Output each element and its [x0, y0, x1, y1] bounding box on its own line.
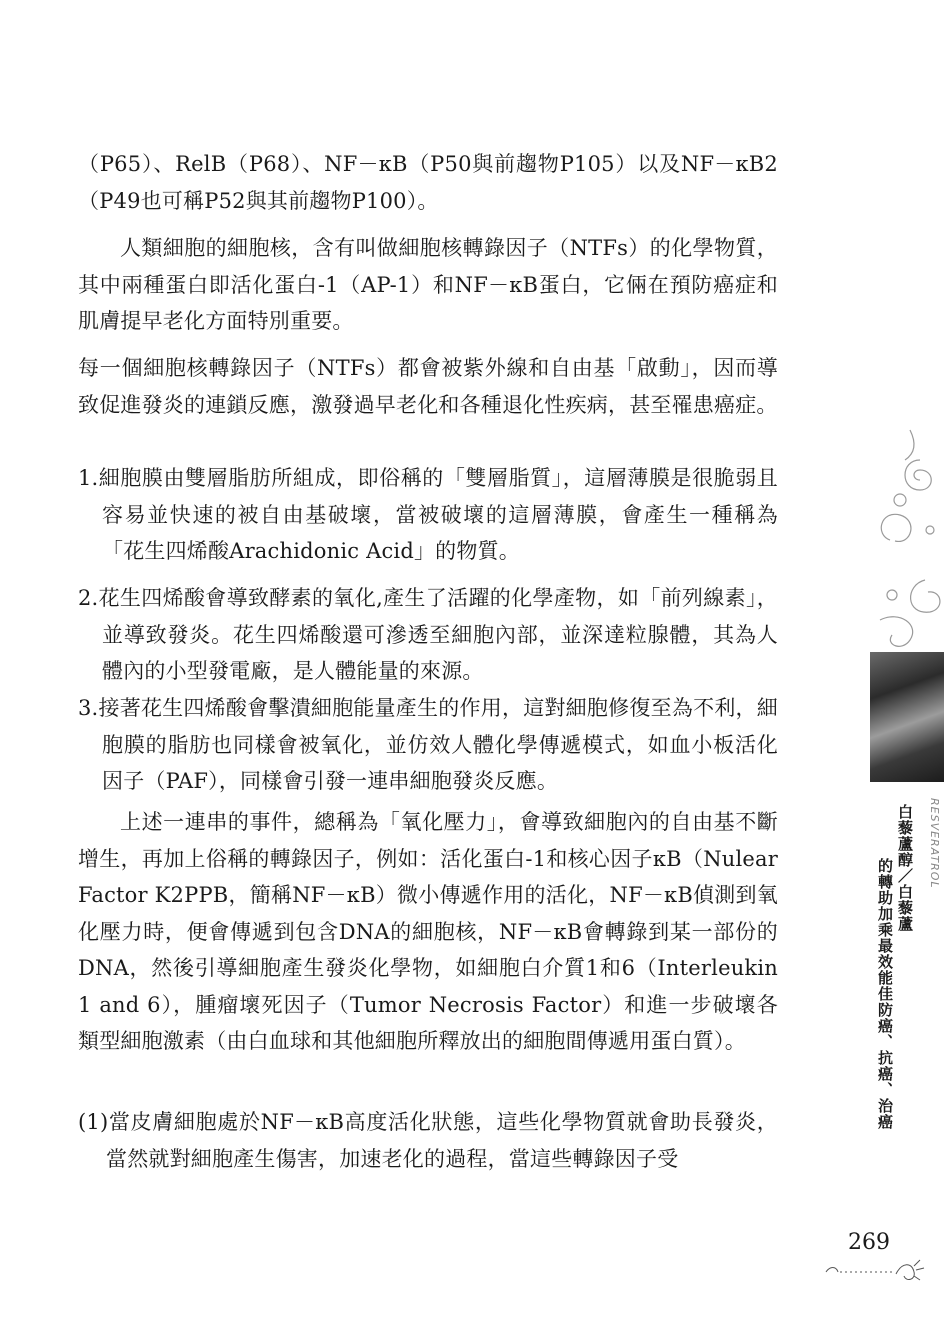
list-block-3 [78, 690, 778, 800]
body-text [78, 146, 778, 219]
paragraph-continuation: （P65）、RelB（P68）、NF－κB（P50與前趨物P105）以及NF－κB2（P49也可稱P52與其前趨物P100）。 [78, 152, 778, 213]
chapter-sidebar [862, 420, 944, 1210]
list-block-1 [78, 460, 778, 570]
list-item-3: 3.接著花生四烯酸會擊潰細胞能量產生的作用，這對細胞修復至為不利，細胞膜的脂肪也同樣會被氧化，並仿效人體化學傳遞模式，如血小板活化因子（PAF），同樣會引發一連串細胞發炎反應。 [78, 696, 778, 793]
sidebar-title-line-2: 的轉助加乘最效能佳防癌、抗癌、治癌 [876, 858, 894, 1130]
list-item-1: 1.細胞膜由雙層脂肪所組成，即俗稱的「雙層脂質」，這層薄膜是很脆弱且容易並快速的被自由基破壞，當被破壞的這層薄膜，會產生一種稱為「花生四烯酸Arachidonic Acid」的物質。 [78, 466, 778, 563]
body-text-2 [78, 230, 778, 340]
list-item-2: 2.花生四烯酸會導致酵素的氧化,產生了活躍的化學產物，如「前列線素」，並導致發炎。花生四烯酸還可滲透至細胞內部，並深達粒腺體，其為人體內的小型發電廠，是人體能量的來源。 [78, 586, 778, 683]
flourish-ornament-icon [822, 1254, 932, 1284]
list-block-2 [78, 580, 778, 690]
body-text-3 [78, 350, 778, 423]
body-text-4 [78, 804, 778, 1060]
sidebar-english-caption: RESVERATROL [928, 798, 941, 889]
paragraph-ntfs-intro: 人類細胞的細胞核，含有叫做細胞核轉錄因子（NTFs）的化學物質，其中兩種蛋白即活化蛋白-1（AP-1）和NF－κB蛋白，它倆在預防癌症和肌膚提早老化方面特別重要。 [78, 236, 778, 333]
side-photo [870, 652, 944, 782]
paragraph-oxidative-stress: 上述一連串的事件，總稱為「氧化壓力」，會導致細胞內的自由基不斷增生，再加上俗稱的轉錄因子，例如：活化蛋白-1和核心因子κB（Nulear Factor K2PPB，簡稱NF－κB）微小傳遞作用的活化，NF－κB偵測到氧化壓力時，便會傳遞到包含DNA的細胞核，NF－κB會轉錄到某一部份的DNA，然後引導細胞產生發炎化學物，如細胞白介質1和6（Interleukin 1 and 6），腫瘤壞死因子（Tumor Necrosis Factor）和進一步破壞各類型細胞激素（由白血球和其他細胞所釋放出的細胞間傳遞用蛋白質）。 [78, 810, 778, 1053]
sub-item-1: (1)當皮膚細胞處於NF－κB高度活化狀態，這些化學物質就會助長發炎，當然就對細胞產生傷害，加速老化的過程，當這些轉錄因子受 [78, 1110, 778, 1171]
list-block-4 [78, 1104, 778, 1177]
sidebar-title-line-1: 白藜蘆醇／白藜蘆 [896, 804, 914, 932]
paragraph-ntfs-activation: 每一個細胞核轉錄因子（NTFs）都會被紫外線和自由基「啟動」，因而導致促進發炎的連鎖反應，激發過早老化和各種退化性疾病，甚至罹患癌症。 [78, 356, 778, 417]
page-number: 269 [848, 1230, 890, 1255]
